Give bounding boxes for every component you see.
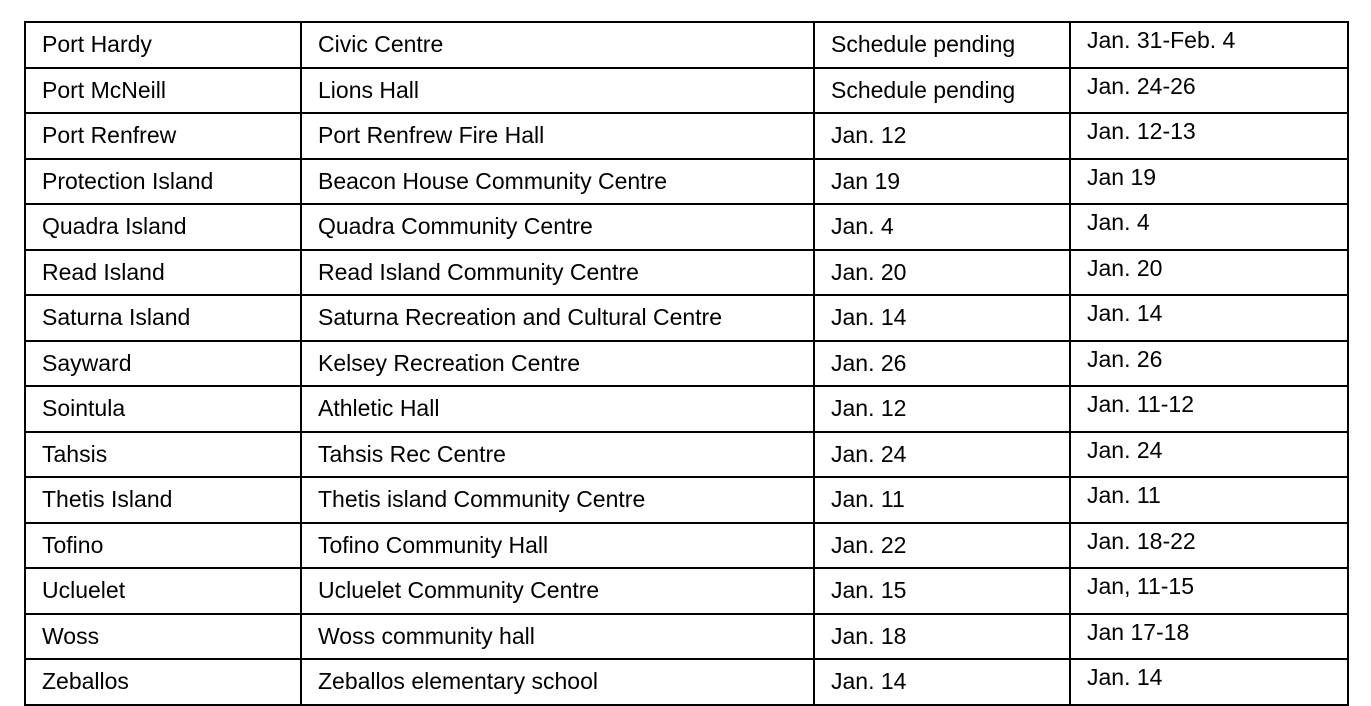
table-row [25, 523, 1348, 569]
venue-cell: Zeballos elementary school [301, 659, 814, 705]
table-row [25, 68, 1348, 114]
date-range-cell: Jan. 14 [1070, 295, 1348, 341]
date-cell: Jan. 14 [814, 295, 1070, 341]
table-row [25, 386, 1348, 432]
community-cell: Read Island [25, 250, 301, 296]
venue-cell: Athletic Hall [301, 386, 814, 432]
date-range-cell: Jan. 24-26 [1070, 68, 1348, 114]
table-row [25, 22, 1348, 68]
date-cell: Jan. 26 [814, 341, 1070, 387]
schedule-table-body [25, 22, 1348, 705]
community-cell: Protection Island [25, 159, 301, 205]
venue-cell: Woss community hall [301, 614, 814, 660]
date-range-cell: Jan. 31-Feb. 4 [1070, 22, 1348, 68]
date-cell: Jan. 11 [814, 477, 1070, 523]
date-range-cell: Jan, 11-15 [1070, 568, 1348, 614]
community-cell: Quadra Island [25, 204, 301, 250]
date-cell: Jan. 18 [814, 614, 1070, 660]
community-cell: Tofino [25, 523, 301, 569]
community-cell: Woss [25, 614, 301, 660]
date-cell: Jan. 4 [814, 204, 1070, 250]
table-row [25, 250, 1348, 296]
table-row [25, 295, 1348, 341]
venue-cell: Tofino Community Hall [301, 523, 814, 569]
table-row [25, 113, 1348, 159]
date-range-cell: Jan. 11-12 [1070, 386, 1348, 432]
venue-cell: Civic Centre [301, 22, 814, 68]
date-cell: Jan. 15 [814, 568, 1070, 614]
date-cell: Jan. 12 [814, 113, 1070, 159]
schedule-table [24, 21, 1349, 706]
date-cell: Jan. 24 [814, 432, 1070, 478]
venue-cell: Ucluelet Community Centre [301, 568, 814, 614]
venue-cell: Saturna Recreation and Cultural Centre [301, 295, 814, 341]
date-range-cell: Jan 19 [1070, 159, 1348, 205]
date-cell: Schedule pending [814, 22, 1070, 68]
venue-cell: Read Island Community Centre [301, 250, 814, 296]
community-cell: Port Renfrew [25, 113, 301, 159]
date-range-cell: Jan. 14 [1070, 659, 1348, 705]
community-cell: Ucluelet [25, 568, 301, 614]
date-range-cell: Jan. 24 [1070, 432, 1348, 478]
date-range-cell: Jan. 11 [1070, 477, 1348, 523]
date-cell: Jan. 20 [814, 250, 1070, 296]
community-cell: Port McNeill [25, 68, 301, 114]
table-row [25, 341, 1348, 387]
table-row [25, 568, 1348, 614]
venue-cell: Thetis island Community Centre [301, 477, 814, 523]
venue-cell: Quadra Community Centre [301, 204, 814, 250]
date-range-cell: Jan. 12-13 [1070, 113, 1348, 159]
date-range-cell: Jan. 4 [1070, 204, 1348, 250]
table-row [25, 659, 1348, 705]
community-cell: Sayward [25, 341, 301, 387]
date-cell: Jan 19 [814, 159, 1070, 205]
table-row [25, 477, 1348, 523]
date-range-cell: Jan. 26 [1070, 341, 1348, 387]
table-row [25, 614, 1348, 660]
community-cell: Saturna Island [25, 295, 301, 341]
community-cell: Port Hardy [25, 22, 301, 68]
table-row [25, 432, 1348, 478]
community-cell: Tahsis [25, 432, 301, 478]
community-cell: Sointula [25, 386, 301, 432]
date-range-cell: Jan. 20 [1070, 250, 1348, 296]
table-row [25, 204, 1348, 250]
date-cell: Jan. 12 [814, 386, 1070, 432]
community-cell: Thetis Island [25, 477, 301, 523]
venue-cell: Tahsis Rec Centre [301, 432, 814, 478]
date-cell: Jan. 14 [814, 659, 1070, 705]
venue-cell: Lions Hall [301, 68, 814, 114]
venue-cell: Kelsey Recreation Centre [301, 341, 814, 387]
date-range-cell: Jan. 18-22 [1070, 523, 1348, 569]
community-cell: Zeballos [25, 659, 301, 705]
venue-cell: Beacon House Community Centre [301, 159, 814, 205]
venue-cell: Port Renfrew Fire Hall [301, 113, 814, 159]
date-cell: Schedule pending [814, 68, 1070, 114]
table-row [25, 159, 1348, 205]
date-cell: Jan. 22 [814, 523, 1070, 569]
date-range-cell: Jan 17-18 [1070, 614, 1348, 660]
